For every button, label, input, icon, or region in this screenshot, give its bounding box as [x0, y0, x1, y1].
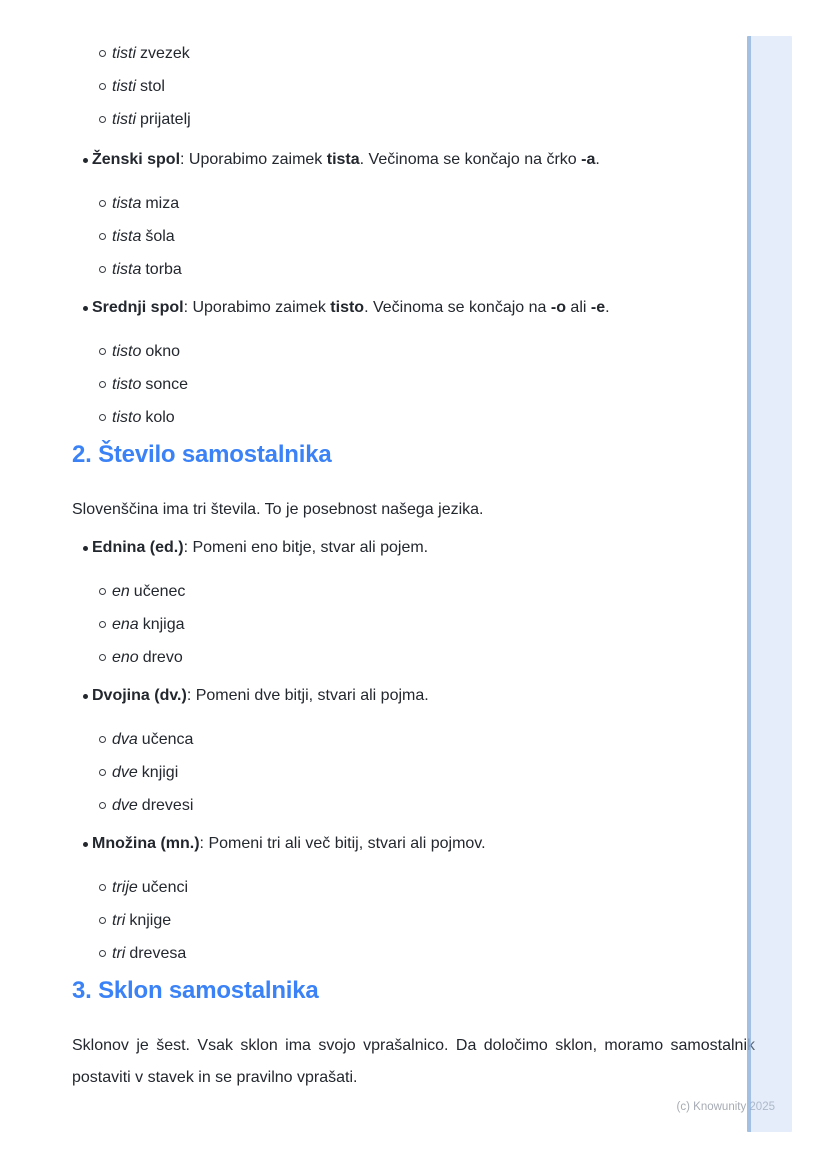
pronoun-italic: trije: [112, 879, 138, 896]
list-item-plural: [72, 828, 755, 970]
pronoun-italic: tri: [112, 912, 126, 929]
section3-paragraph: Sklonov je šest. Vsak sklon ima svojo vprašalnico. Da določimo sklon, moramo samostalnik postaviti v stavek in se pravilno vprašati.: [72, 1037, 755, 1086]
list-item-example: [72, 641, 755, 674]
number-label: Ednina (ed.): [92, 539, 184, 556]
list-item-example: [72, 187, 755, 220]
body-text: . Večinoma se končajo na: [364, 299, 551, 316]
body-text: .: [605, 299, 610, 316]
noun-text: stol: [140, 78, 165, 95]
dual-examples-list: [72, 723, 755, 822]
body-text: : Uporabimo zaimek: [183, 299, 331, 316]
pronoun-italic: tista: [112, 228, 142, 245]
pronoun-italic: tri: [112, 945, 126, 962]
pronoun-italic: tisti: [112, 78, 136, 95]
pronoun-italic: tista: [112, 261, 142, 278]
noun-text: knjiga: [142, 616, 185, 633]
noun-text: kolo: [145, 409, 175, 426]
list-item-example: [72, 871, 755, 904]
pronoun-italic: eno: [112, 649, 139, 666]
suffix-bold: -e: [590, 299, 606, 316]
noun-text: učenec: [133, 583, 186, 600]
list-item-example: [72, 37, 755, 70]
body-text: ali: [565, 299, 591, 316]
feminine-examples-list: [72, 187, 755, 286]
pronoun-italic: dve: [112, 797, 138, 814]
section-heading-case: 3. Sklon samostalnika: [72, 977, 319, 1004]
list-item-dual: [72, 680, 755, 822]
body-text: : Pomeni dve bitji, stvari ali pojma.: [186, 687, 429, 704]
pronoun-italic: dve: [112, 764, 138, 781]
pronoun-italic: tisto: [112, 376, 142, 393]
section-heading-number: 2. Število samostalnika: [72, 441, 332, 468]
list-item-example: [72, 789, 755, 822]
list-item-example: [72, 253, 755, 286]
body-text: .: [595, 151, 600, 168]
number-list: [72, 532, 755, 970]
list-item-example: [72, 70, 755, 103]
body-text: . Večinoma se končajo na črko: [359, 151, 582, 168]
pronoun-italic: dva: [112, 731, 138, 748]
body-text: : Pomeni tri ali več bitij, stvari ali pojmov.: [199, 835, 486, 852]
pronoun-italic: tisti: [112, 45, 136, 62]
right-margin-highlight-bar: [747, 36, 792, 1132]
list-item-example: [72, 103, 755, 136]
noun-text: okno: [145, 343, 181, 360]
list-item-feminine: [72, 144, 755, 286]
gender-label: Ženski spol: [92, 151, 181, 168]
body-text: : Pomeni eno bitje, stvar ali pojem.: [183, 539, 429, 556]
list-item-example: [72, 575, 755, 608]
pronoun-italic: tisto: [112, 409, 142, 426]
singular-examples-list: [72, 575, 755, 674]
list-item-singular: [72, 532, 755, 674]
noun-text: drevesi: [141, 797, 194, 814]
noun-text: knjige: [129, 912, 172, 929]
list-item-example: [72, 368, 755, 401]
noun-text: učenca: [141, 731, 194, 748]
noun-text: zvezek: [140, 45, 190, 62]
noun-text: knjigi: [141, 764, 179, 781]
suffix-bold: -a: [581, 151, 596, 168]
pronoun-italic: en: [112, 583, 130, 600]
noun-text: prijatelj: [140, 111, 191, 128]
noun-text: sonce: [145, 376, 189, 393]
pronoun-bold: tisto: [330, 299, 365, 316]
pronoun-italic: tista: [112, 195, 142, 212]
suffix-bold: -o: [550, 299, 566, 316]
list-item-example: [72, 756, 755, 789]
neuter-examples-list: [72, 335, 755, 434]
number-label: Množina (mn.): [92, 835, 200, 852]
noun-text: šola: [145, 228, 175, 245]
pronoun-bold: tista: [326, 151, 360, 168]
body-text: : Uporabimo zaimek: [180, 151, 327, 168]
pronoun-italic: ena: [112, 616, 139, 633]
noun-text: miza: [145, 195, 180, 212]
number-label: Dvojina (dv.): [92, 687, 187, 704]
list-item-neuter: [72, 292, 755, 434]
pronoun-italic: tisti: [112, 111, 136, 128]
noun-text: učenci: [141, 879, 189, 896]
noun-text: torba: [145, 261, 182, 278]
pronoun-italic: tisto: [112, 343, 142, 360]
noun-text: drevo: [142, 649, 183, 666]
gender-label: Srednji spol: [92, 299, 184, 316]
noun-text: drevesa: [129, 945, 187, 962]
gender-list: [72, 144, 755, 434]
masculine-examples-list: [72, 37, 755, 136]
list-item-example: [72, 220, 755, 253]
list-item-example: [72, 904, 755, 937]
plural-examples-list: [72, 871, 755, 970]
list-item-example: [72, 401, 755, 434]
list-item-example: [72, 723, 755, 756]
list-item-example: [72, 335, 755, 368]
list-item-example: [72, 608, 755, 641]
section2-intro-paragraph: Slovenščina ima tri števila. To je posebnost našega jezika.: [72, 501, 484, 518]
watermark-text: (c) Knowunity 2025: [676, 1101, 775, 1113]
list-item-example: [72, 937, 755, 970]
